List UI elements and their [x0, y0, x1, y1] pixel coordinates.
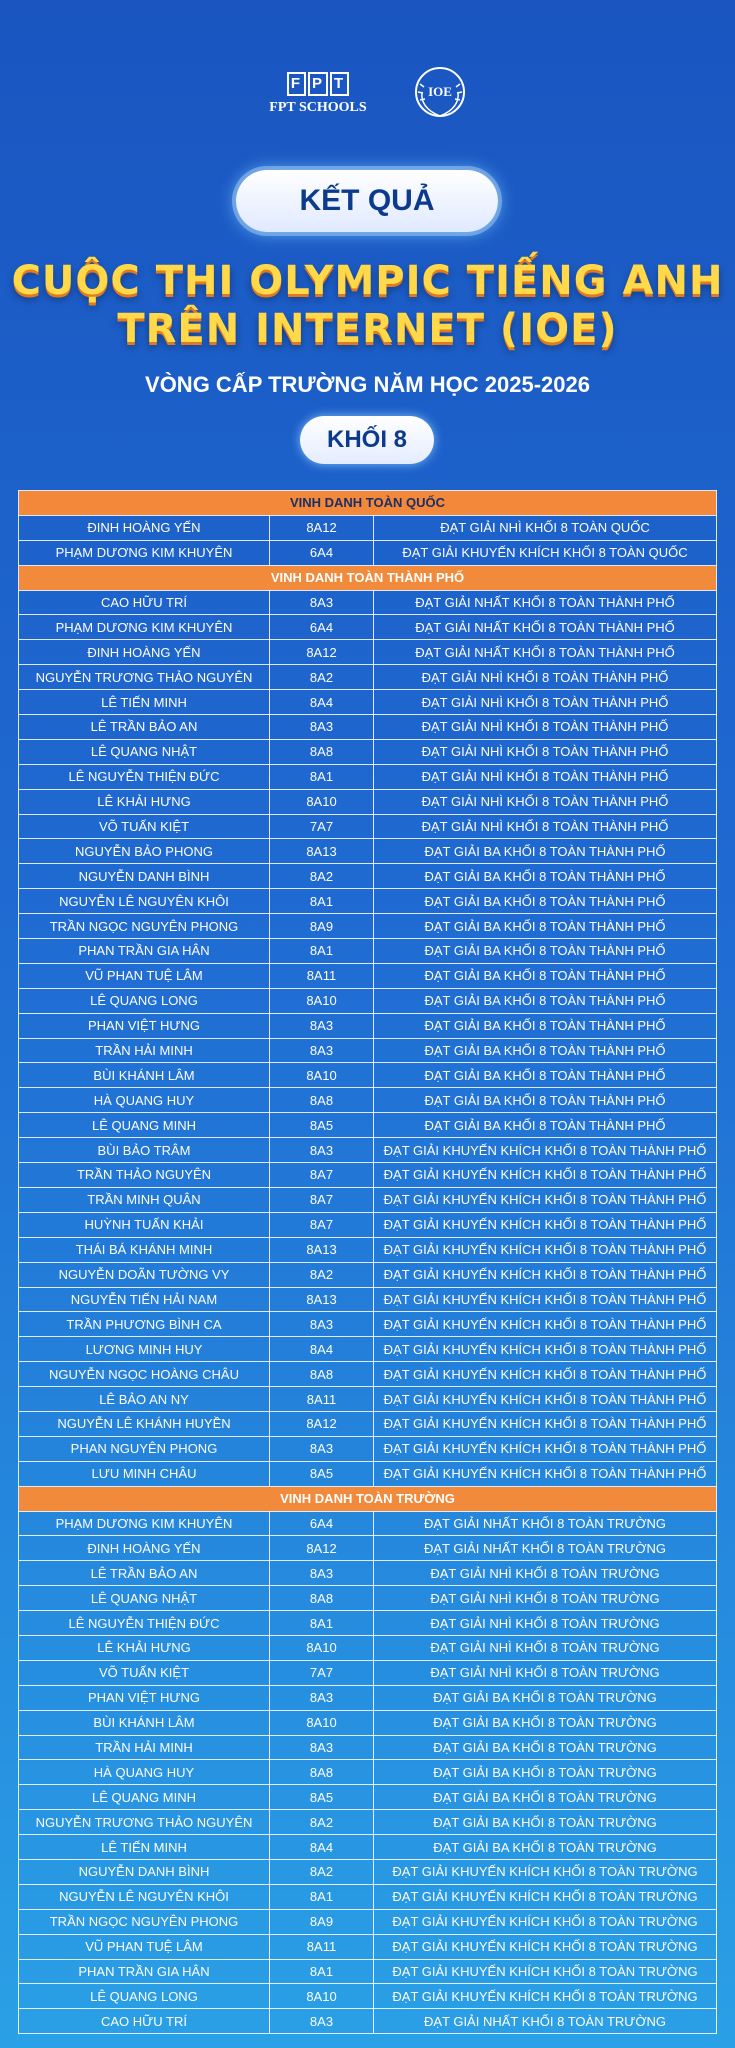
student-name-cell: NGUYỄN LÊ NGUYÊN KHÔI: [19, 1884, 270, 1909]
table-row: [19, 1660, 717, 1685]
table-row: [19, 515, 717, 540]
award-cell: ĐẠT GIẢI BA KHỐI 8 TOÀN THÀNH PHỐ: [374, 963, 717, 988]
student-name-cell: LƯU MINH CHÂU: [19, 1461, 270, 1486]
table-row: [19, 1262, 717, 1287]
table-row: [19, 1635, 717, 1660]
student-name-cell: LÊ QUANG LONG: [19, 988, 270, 1013]
fpt-letter: T: [330, 72, 349, 96]
student-name-cell: NGUYỄN DANH BÌNH: [19, 864, 270, 889]
section-title: VINH DANH TOÀN TRƯỜNG: [19, 1486, 717, 1511]
class-cell: 8A10: [270, 1984, 374, 2009]
student-name-cell: LÊ TRẦN BẢO AN: [19, 1561, 270, 1586]
table-row: [19, 1013, 717, 1038]
class-cell: 8A3: [270, 1561, 374, 1586]
result-badge: KẾT QUẢ: [236, 170, 498, 232]
class-cell: 8A11: [270, 1387, 374, 1412]
student-name-cell: TRẦN HẢI MINH: [19, 1735, 270, 1760]
award-cell: ĐẠT GIẢI NHÌ KHỐI 8 TOÀN THÀNH PHỐ: [374, 715, 717, 740]
student-name-cell: PHAN VIỆT HƯNG: [19, 1685, 270, 1710]
grade-badge: KHỐI 8: [300, 416, 434, 464]
class-cell: 8A2: [270, 665, 374, 690]
award-cell: ĐẠT GIẢI NHÌ KHỐI 8 TOÀN THÀNH PHỐ: [374, 814, 717, 839]
award-cell: ĐẠT GIẢI KHUYẾN KHÍCH KHỐI 8 TOÀN TRƯỜNG: [374, 1984, 717, 2009]
table-row: [19, 1710, 717, 1735]
award-cell: ĐẠT GIẢI BA KHỐI 8 TOÀN THÀNH PHỐ: [374, 1038, 717, 1063]
award-cell: ĐẠT GIẢI BA KHỐI 8 TOÀN THÀNH PHỐ: [374, 889, 717, 914]
award-cell: ĐẠT GIẢI NHÌ KHỐI 8 TOÀN TRƯỜNG: [374, 1635, 717, 1660]
table-row: [19, 1685, 717, 1710]
award-cell: ĐẠT GIẢI KHUYẾN KHÍCH KHỐI 8 TOÀN QUỐC: [374, 540, 717, 565]
student-name-cell: NGUYỄN TRƯƠNG THẢO NGUYÊN: [19, 665, 270, 690]
table-row: [19, 1387, 717, 1412]
fpt-logo: [263, 68, 373, 116]
student-name-cell: TRẦN HẢI MINH: [19, 1038, 270, 1063]
class-cell: 8A10: [270, 789, 374, 814]
student-name-cell: VŨ PHAN TUỆ LÂM: [19, 963, 270, 988]
student-name-cell: ĐINH HOÀNG YẾN: [19, 640, 270, 665]
header: [0, 0, 735, 490]
table-row: [19, 1113, 717, 1138]
table-row: [19, 1959, 717, 1984]
award-cell: ĐẠT GIẢI BA KHỐI 8 TOÀN THÀNH PHỐ: [374, 839, 717, 864]
class-cell: 8A10: [270, 1710, 374, 1735]
class-cell: 8A2: [270, 864, 374, 889]
award-cell: ĐẠT GIẢI KHUYẾN KHÍCH KHỐI 8 TOÀN THÀNH PHỐ: [374, 1262, 717, 1287]
award-cell: ĐẠT GIẢI KHUYẾN KHÍCH KHỐI 8 TOÀN THÀNH PHỐ: [374, 1436, 717, 1461]
round-subtitle: VÒNG CẤP TRƯỜNG NĂM HỌC 2025-2026: [145, 372, 590, 397]
table-row: [19, 1461, 717, 1486]
class-cell: 8A3: [270, 1436, 374, 1461]
award-cell: ĐẠT GIẢI NHẤT KHỐI 8 TOÀN TRƯỜNG: [374, 1536, 717, 1561]
contest-title-line2: TRÊN INTERNET (IOE): [117, 306, 618, 352]
student-name-cell: VÕ TUẤN KIỆT: [19, 1660, 270, 1685]
award-cell: ĐẠT GIẢI NHẤT KHỐI 8 TOÀN TRƯỜNG: [374, 2009, 717, 2034]
award-cell: ĐẠT GIẢI KHUYẾN KHÍCH KHỐI 8 TOÀN THÀNH PHỐ: [374, 1163, 717, 1188]
award-cell: ĐẠT GIẢI KHUYẾN KHÍCH KHỐI 8 TOÀN THÀNH PHỐ: [374, 1337, 717, 1362]
table-row: [19, 814, 717, 839]
table-row: [19, 1586, 717, 1611]
student-name-cell: TRẦN MINH QUÂN: [19, 1187, 270, 1212]
student-name-cell: NGUYỄN TRƯƠNG THẢO NGUYÊN: [19, 1810, 270, 1835]
class-cell: 6A4: [270, 615, 374, 640]
section-header-row: [19, 565, 717, 590]
table-row: [19, 1212, 717, 1237]
fpt-letter: F: [287, 72, 306, 96]
class-cell: 8A2: [270, 1859, 374, 1884]
table-row: [19, 540, 717, 565]
student-name-cell: PHẠM DƯƠNG KIM KHUYÊN: [19, 540, 270, 565]
award-cell: ĐẠT GIẢI BA KHỐI 8 TOÀN THÀNH PHỐ: [374, 864, 717, 889]
table-row: [19, 864, 717, 889]
award-cell: ĐẠT GIẢI BA KHỐI 8 TOÀN TRƯỜNG: [374, 1685, 717, 1710]
class-cell: 8A7: [270, 1187, 374, 1212]
class-cell: 8A8: [270, 1586, 374, 1611]
student-name-cell: THÁI BÁ KHÁNH MINH: [19, 1237, 270, 1262]
table-row: [19, 1760, 717, 1785]
class-cell: 8A7: [270, 1212, 374, 1237]
class-cell: 8A13: [270, 1237, 374, 1262]
student-name-cell: NGUYỄN LÊ KHÁNH HUYỀN: [19, 1411, 270, 1436]
student-name-cell: HUỲNH TUẤN KHẢI: [19, 1212, 270, 1237]
student-name-cell: LÊ KHẢI HƯNG: [19, 789, 270, 814]
award-cell: ĐẠT GIẢI KHUYẾN KHÍCH KHỐI 8 TOÀN THÀNH PHỐ: [374, 1461, 717, 1486]
class-cell: 8A8: [270, 1760, 374, 1785]
student-name-cell: LÊ QUANG MINH: [19, 1785, 270, 1810]
student-name-cell: VŨ PHAN TUỆ LÂM: [19, 1934, 270, 1959]
award-cell: ĐẠT GIẢI NHẤT KHỐI 8 TOÀN THÀNH PHỐ: [374, 615, 717, 640]
table-row: [19, 1859, 717, 1884]
award-cell: ĐẠT GIẢI NHÌ KHỐI 8 TOÀN THÀNH PHỐ: [374, 764, 717, 789]
class-cell: 8A12: [270, 1411, 374, 1436]
student-name-cell: LƯƠNG MINH HUY: [19, 1337, 270, 1362]
table-row: [19, 1312, 717, 1337]
student-name-cell: VÕ TUẤN KIỆT: [19, 814, 270, 839]
award-cell: ĐẠT GIẢI KHUYẾN KHÍCH KHỐI 8 TOÀN THÀNH PHỐ: [374, 1212, 717, 1237]
award-cell: ĐẠT GIẢI KHUYẾN KHÍCH KHỐI 8 TOÀN TRƯỜNG: [374, 1934, 717, 1959]
table-row: [19, 839, 717, 864]
award-cell: ĐẠT GIẢI KHUYẾN KHÍCH KHỐI 8 TOÀN THÀNH PHỐ: [374, 1387, 717, 1412]
class-cell: 8A3: [270, 1685, 374, 1710]
award-cell: ĐẠT GIẢI BA KHỐI 8 TOÀN TRƯỜNG: [374, 1835, 717, 1860]
table-row: [19, 1411, 717, 1436]
table-row: [19, 1187, 717, 1212]
student-name-cell: PHAN NGUYÊN PHONG: [19, 1436, 270, 1461]
class-cell: 8A5: [270, 1785, 374, 1810]
student-name-cell: LÊ BẢO AN NY: [19, 1387, 270, 1412]
student-name-cell: PHẠM DƯƠNG KIM KHUYÊN: [19, 1511, 270, 1536]
student-name-cell: TRẦN PHƯƠNG BÌNH CA: [19, 1312, 270, 1337]
award-cell: ĐẠT GIẢI BA KHỐI 8 TOÀN THÀNH PHỐ: [374, 914, 717, 939]
table-row: [19, 615, 717, 640]
table-row: [19, 914, 717, 939]
award-cell: ĐẠT GIẢI NHÌ KHỐI 8 TOÀN THÀNH PHỐ: [374, 665, 717, 690]
table-row: [19, 1337, 717, 1362]
student-name-cell: CAO HỮU TRÍ: [19, 2009, 270, 2034]
award-cell: ĐẠT GIẢI BA KHỐI 8 TOÀN THÀNH PHỐ: [374, 1063, 717, 1088]
table-row: [19, 1362, 717, 1387]
student-name-cell: TRẦN NGỌC NGUYÊN PHONG: [19, 914, 270, 939]
ioe-logo-text: IOE: [428, 84, 452, 99]
student-name-cell: NGUYỄN DOÃN TƯỜNG VY: [19, 1262, 270, 1287]
class-cell: 8A5: [270, 1461, 374, 1486]
student-name-cell: LÊ TIẾN MINH: [19, 690, 270, 715]
award-cell: ĐẠT GIẢI KHUYẾN KHÍCH KHỐI 8 TOÀN TRƯỜNG: [374, 1909, 717, 1934]
student-name-cell: PHẠM DƯƠNG KIM KHUYÊN: [19, 615, 270, 640]
class-cell: 8A1: [270, 1884, 374, 1909]
results-table-body: [19, 491, 717, 2034]
award-cell: ĐẠT GIẢI NHÌ KHỐI 8 TOÀN THÀNH PHỐ: [374, 789, 717, 814]
class-cell: 8A12: [270, 515, 374, 540]
table-row: [19, 1138, 717, 1163]
student-name-cell: BÙI BẢO TRÂM: [19, 1138, 270, 1163]
class-cell: 6A4: [270, 1511, 374, 1536]
class-cell: 8A10: [270, 988, 374, 1013]
student-name-cell: ĐINH HOÀNG YẾN: [19, 515, 270, 540]
award-cell: ĐẠT GIẢI NHÌ KHỐI 8 TOÀN THÀNH PHỐ: [374, 739, 717, 764]
class-cell: 8A3: [270, 2009, 374, 2034]
student-name-cell: LÊ QUANG MINH: [19, 1113, 270, 1138]
table-row: [19, 690, 717, 715]
student-name-cell: TRẦN THẢO NGUYÊN: [19, 1163, 270, 1188]
table-row: [19, 1934, 717, 1959]
table-row: [19, 1909, 717, 1934]
award-cell: ĐẠT GIẢI NHẤT KHỐI 8 TOÀN THÀNH PHỐ: [374, 590, 717, 615]
table-row: [19, 963, 717, 988]
award-cell: ĐẠT GIẢI KHUYẾN KHÍCH KHỐI 8 TOÀN THÀNH PHỐ: [374, 1312, 717, 1337]
class-cell: 8A8: [270, 739, 374, 764]
class-cell: 8A12: [270, 640, 374, 665]
student-name-cell: NGUYỄN NGỌC HOÀNG CHÂU: [19, 1362, 270, 1387]
class-cell: 7A7: [270, 1660, 374, 1685]
student-name-cell: LÊ TIẾN MINH: [19, 1835, 270, 1860]
student-name-cell: BÙI KHÁNH LÂM: [19, 1063, 270, 1088]
student-name-cell: NGUYỄN DANH BÌNH: [19, 1859, 270, 1884]
contest-title-line1: CUỘC THI OLYMPIC TIẾNG ANH: [11, 258, 724, 304]
class-cell: 8A1: [270, 764, 374, 789]
section-title: VINH DANH TOÀN THÀNH PHỐ: [19, 565, 717, 590]
table-row: [19, 715, 717, 740]
table-row: [19, 640, 717, 665]
class-cell: 8A13: [270, 839, 374, 864]
table-row: [19, 1611, 717, 1636]
class-cell: 8A3: [270, 1038, 374, 1063]
class-cell: 8A5: [270, 1113, 374, 1138]
award-cell: ĐẠT GIẢI BA KHỐI 8 TOÀN TRƯỜNG: [374, 1710, 717, 1735]
award-cell: ĐẠT GIẢI KHUYẾN KHÍCH KHỐI 8 TOÀN THÀNH PHỐ: [374, 1138, 717, 1163]
student-name-cell: TRẦN NGỌC NGUYÊN PHONG: [19, 1909, 270, 1934]
class-cell: 8A3: [270, 715, 374, 740]
student-name-cell: CAO HỮU TRÍ: [19, 590, 270, 615]
class-cell: 8A12: [270, 1536, 374, 1561]
student-name-cell: LÊ KHẢI HƯNG: [19, 1635, 270, 1660]
award-cell: ĐẠT GIẢI KHUYẾN KHÍCH KHỐI 8 TOÀN THÀNH PHỐ: [374, 1237, 717, 1262]
table-row: [19, 590, 717, 615]
student-name-cell: HÀ QUANG HUY: [19, 1760, 270, 1785]
logo-bar: [0, 62, 735, 132]
table-row: [19, 2009, 717, 2034]
class-cell: 8A9: [270, 1909, 374, 1934]
table-row: [19, 1561, 717, 1586]
class-cell: 8A10: [270, 1635, 374, 1660]
class-cell: 8A9: [270, 914, 374, 939]
table-row: [19, 1287, 717, 1312]
class-cell: 6A4: [270, 540, 374, 565]
award-cell: ĐẠT GIẢI BA KHỐI 8 TOÀN THÀNH PHỐ: [374, 1013, 717, 1038]
student-name-cell: LÊ QUANG NHẬT: [19, 1586, 270, 1611]
table-row: [19, 789, 717, 814]
student-name-cell: LÊ QUANG NHẬT: [19, 739, 270, 764]
table-row: [19, 1511, 717, 1536]
table-row: [19, 889, 717, 914]
award-cell: ĐẠT GIẢI KHUYẾN KHÍCH KHỐI 8 TOÀN TRƯỜNG: [374, 1959, 717, 1984]
award-cell: ĐẠT GIẢI KHUYẾN KHÍCH KHỐI 8 TOÀN THÀNH PHỐ: [374, 1187, 717, 1212]
fpt-schools-name: FPT SCHOOLS: [269, 100, 367, 115]
class-cell: 8A3: [270, 1138, 374, 1163]
award-cell: ĐẠT GIẢI KHUYẾN KHÍCH KHỐI 8 TOÀN THÀNH PHỐ: [374, 1287, 717, 1312]
table-row: [19, 1735, 717, 1760]
award-cell: ĐẠT GIẢI NHẤT KHỐI 8 TOÀN TRƯỜNG: [374, 1511, 717, 1536]
class-cell: 8A11: [270, 1934, 374, 1959]
table-row: [19, 665, 717, 690]
table-row: [19, 1785, 717, 1810]
class-cell: 8A2: [270, 1810, 374, 1835]
student-name-cell: LÊ NGUYỄN THIỆN ĐỨC: [19, 764, 270, 789]
table-row: [19, 1835, 717, 1860]
award-cell: ĐẠT GIẢI NHÌ KHỐI 8 TOÀN QUỐC: [374, 515, 717, 540]
award-cell: ĐẠT GIẢI NHÌ KHỐI 8 TOÀN TRƯỜNG: [374, 1660, 717, 1685]
award-cell: ĐẠT GIẢI KHUYẾN KHÍCH KHỐI 8 TOÀN TRƯỜNG: [374, 1859, 717, 1884]
class-cell: 8A13: [270, 1287, 374, 1312]
award-cell: ĐẠT GIẢI BA KHỐI 8 TOÀN TRƯỜNG: [374, 1810, 717, 1835]
class-cell: 8A3: [270, 1735, 374, 1760]
class-cell: 8A1: [270, 1611, 374, 1636]
class-cell: 8A10: [270, 1063, 374, 1088]
section-header-row: [19, 491, 717, 516]
fpt-letter: P: [308, 72, 328, 96]
class-cell: 8A3: [270, 1013, 374, 1038]
student-name-cell: NGUYỄN TIẾN HẢI NAM: [19, 1287, 270, 1312]
student-name-cell: LÊ QUANG LONG: [19, 1984, 270, 2009]
table-row: [19, 1536, 717, 1561]
student-name-cell: NGUYỄN BẢO PHONG: [19, 839, 270, 864]
award-cell: ĐẠT GIẢI NHÌ KHỐI 8 TOÀN THÀNH PHỐ: [374, 690, 717, 715]
award-cell: ĐẠT GIẢI BA KHỐI 8 TOÀN TRƯỜNG: [374, 1760, 717, 1785]
table-row: [19, 1436, 717, 1461]
award-cell: ĐẠT GIẢI BA KHỐI 8 TOÀN THÀNH PHỐ: [374, 988, 717, 1013]
student-name-cell: BÙI KHÁNH LÂM: [19, 1710, 270, 1735]
table-row: [19, 1984, 717, 2009]
class-cell: 8A8: [270, 1088, 374, 1113]
table-row: [19, 988, 717, 1013]
student-name-cell: PHAN TRẦN GIA HÂN: [19, 939, 270, 964]
student-name-cell: HÀ QUANG HUY: [19, 1088, 270, 1113]
table-row: [19, 1163, 717, 1188]
fpt-logo-mark: [263, 68, 373, 96]
student-name-cell: ĐINH HOÀNG YẾN: [19, 1536, 270, 1561]
award-cell: ĐẠT GIẢI NHẤT KHỐI 8 TOÀN THÀNH PHỐ: [374, 640, 717, 665]
results-table: [18, 490, 717, 2034]
table-row: [19, 1237, 717, 1262]
award-cell: ĐẠT GIẢI KHUYẾN KHÍCH KHỐI 8 TOÀN THÀNH PHỐ: [374, 1411, 717, 1436]
class-cell: 8A11: [270, 963, 374, 988]
class-cell: 8A2: [270, 1262, 374, 1287]
class-cell: 8A4: [270, 1835, 374, 1860]
award-cell: ĐẠT GIẢI BA KHỐI 8 TOÀN TRƯỜNG: [374, 1735, 717, 1760]
section-title: VINH DANH TOÀN QUỐC: [19, 491, 717, 516]
award-cell: ĐẠT GIẢI KHUYẾN KHÍCH KHỐI 8 TOÀN THÀNH PHỐ: [374, 1362, 717, 1387]
class-cell: 8A3: [270, 1312, 374, 1337]
award-cell: ĐẠT GIẢI BA KHỐI 8 TOÀN THÀNH PHỐ: [374, 1088, 717, 1113]
award-cell: ĐẠT GIẢI KHUYẾN KHÍCH KHỐI 8 TOÀN TRƯỜNG: [374, 1884, 717, 1909]
student-name-cell: LÊ NGUYỄN THIỆN ĐỨC: [19, 1611, 270, 1636]
award-cell: ĐẠT GIẢI NHÌ KHỐI 8 TOÀN TRƯỜNG: [374, 1611, 717, 1636]
student-name-cell: LÊ TRẦN BẢO AN: [19, 715, 270, 740]
ioe-logo: [408, 62, 472, 126]
class-cell: 8A7: [270, 1163, 374, 1188]
award-cell: ĐẠT GIẢI NHÌ KHỐI 8 TOÀN TRƯỜNG: [374, 1561, 717, 1586]
class-cell: 8A4: [270, 1337, 374, 1362]
table-row: [19, 939, 717, 964]
class-cell: 8A1: [270, 1959, 374, 1984]
table-row: [19, 1884, 717, 1909]
award-cell: ĐẠT GIẢI BA KHỐI 8 TOÀN THÀNH PHỐ: [374, 1113, 717, 1138]
student-name-cell: NGUYỄN LÊ NGUYÊN KHÔI: [19, 889, 270, 914]
award-cell: ĐẠT GIẢI NHÌ KHỐI 8 TOÀN TRƯỜNG: [374, 1586, 717, 1611]
student-name-cell: PHAN TRẦN GIA HÂN: [19, 1959, 270, 1984]
award-cell: ĐẠT GIẢI BA KHỐI 8 TOÀN TRƯỜNG: [374, 1785, 717, 1810]
class-cell: 8A8: [270, 1362, 374, 1387]
class-cell: 8A3: [270, 590, 374, 615]
class-cell: 8A1: [270, 939, 374, 964]
table-row: [19, 739, 717, 764]
award-cell: ĐẠT GIẢI BA KHỐI 8 TOÀN THÀNH PHỐ: [374, 939, 717, 964]
table-row: [19, 764, 717, 789]
table-row: [19, 1063, 717, 1088]
table-row: [19, 1038, 717, 1063]
class-cell: 8A4: [270, 690, 374, 715]
table-row: [19, 1088, 717, 1113]
class-cell: 8A1: [270, 889, 374, 914]
table-row: [19, 1810, 717, 1835]
class-cell: 7A7: [270, 814, 374, 839]
section-header-row: [19, 1486, 717, 1511]
student-name-cell: PHAN VIỆT HƯNG: [19, 1013, 270, 1038]
